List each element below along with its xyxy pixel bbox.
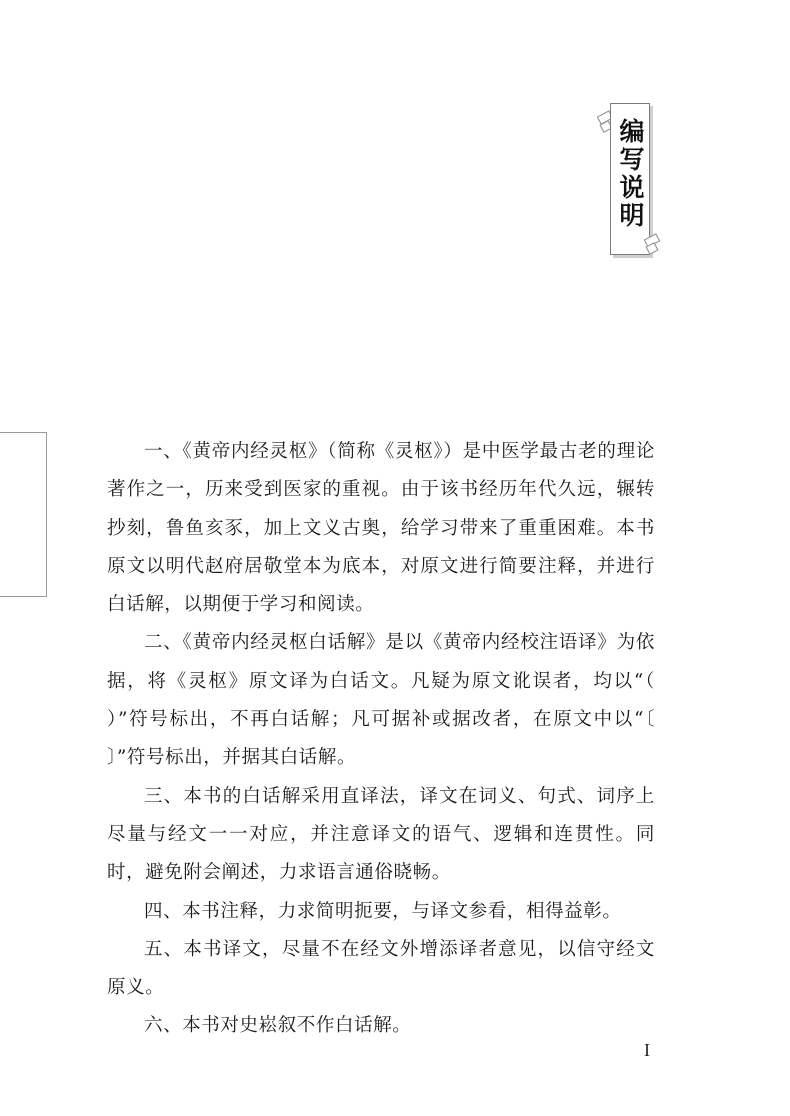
paragraph-2: 二、《黄帝内经灵枢白话解》是以《黄帝内经校注语译》为依据，将《灵枢》原文译为白话文。凡疑为原文讹误者，均以“（ ）”符号标出，不再白话解；凡可据补或据改者，在原文中以“〔 〕”符号标出，并据其白话解。 xyxy=(107,632,655,769)
paragraph-6: 六、本书对史崧叙不作白话解。 xyxy=(144,1015,412,1037)
paragraph-4: 四、本书注释，力求简明扼要，与译文参看，相得益彰。 xyxy=(144,900,622,922)
page-title: 编写说明 xyxy=(616,118,645,230)
page-edge-tab xyxy=(0,432,47,597)
paragraph-5: 五、本书译文，尽量不在经文外增添译者意见，以信守经文原义。 xyxy=(107,938,655,999)
title-box xyxy=(610,103,650,255)
paragraph-1: 一、《黄帝内经灵枢》（简称《灵枢》）是中医学最古老的理论著作之一，历来受到医家的重视。由于该书经历年代久远，辗转抄刻，鲁鱼亥豕，加上文义古奥，给学习带来了重重困难。本书原文以明代赵府居敬堂本为底本，对原文进行简要注释，并进行白话解，以期便于学习和阅读。 xyxy=(107,441,655,616)
page-number: I xyxy=(644,1040,650,1060)
body-text xyxy=(107,433,655,1046)
paragraph-3: 三、本书的白话解采用直译法，译文在词义、句式、词序上尽量与经文一一对应，并注意译文的语气、逻辑和连贯性。同时，避免附会阐述，力求语言通俗晓畅。 xyxy=(107,785,655,884)
